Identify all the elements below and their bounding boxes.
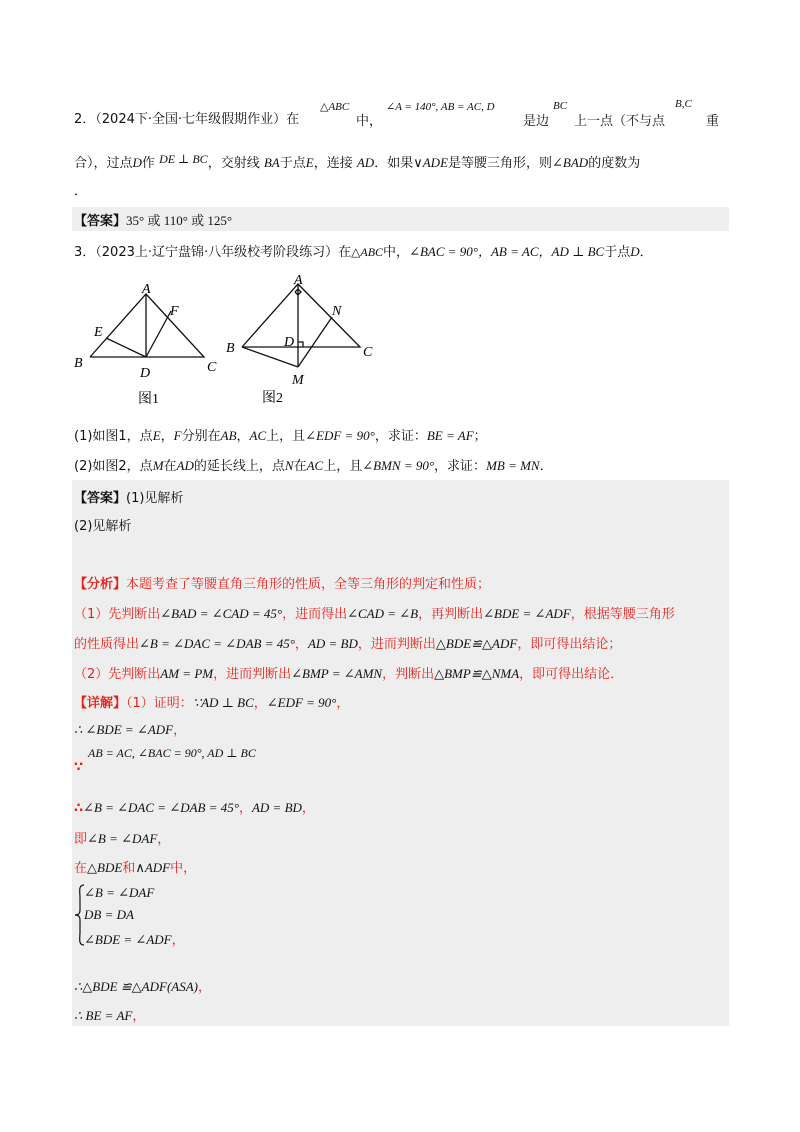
system-eq3: ∠BDE = ∠ADF，	[84, 932, 185, 948]
fig1-label-e: E	[94, 325, 103, 340]
q3-answer-line2: (2)见解析	[74, 519, 132, 534]
detail-line3: AB = AC, ∠BAC = 90°, AD ⊥ BC	[88, 746, 256, 760]
q2-line1	[74, 108, 299, 127]
q2-triangle: △ABC	[320, 101, 350, 113]
detail-line7: ∴△BDE ≌△ADF(ASA)，	[74, 979, 212, 995]
detail-line5: 即∠B = ∠DAF，	[74, 831, 171, 847]
fig2-label-m: M	[292, 373, 304, 388]
q2-source: （2024下·全国·七年级假期作业）在	[95, 112, 300, 127]
q2-zhong: 中，	[356, 114, 383, 129]
fig2-label-c: C	[363, 345, 373, 360]
fig2-right-angle-d	[298, 342, 303, 347]
q3-line1: 3．（2023上·辽宁盘锦·八年级校考阶段练习）在△ABC中，∠BAC = 90°，AB = AC，AD ⊥ BC于点D．	[74, 244, 653, 260]
fig2-label-d: D	[284, 335, 295, 350]
q2-zhongfu: 重	[706, 114, 720, 129]
system-eq2: DB = DA	[84, 907, 134, 922]
fig2-label-b: B	[226, 341, 235, 356]
q2-condition: ∠A = 140°, AB = AC, D	[386, 101, 495, 113]
q3-part2: (2)如图2，点M在AD的延长线上，点N在AC上，且∠BMN = 90°，求证：MB = MN．	[74, 458, 553, 474]
fig2-label-n: N	[332, 304, 342, 319]
fig1-label-b: B	[74, 356, 83, 371]
q2-bc: BC	[553, 100, 568, 112]
figure-2	[222, 270, 392, 410]
fig1-label-f: F	[170, 304, 179, 319]
figure-1	[70, 280, 230, 420]
fig2-caption: 图2	[262, 391, 283, 406]
q2-number: 2．	[74, 112, 96, 127]
q3-part1: (1)如图1，点E，F分别在AB，AC上，且∠EDF = 90°，求证：BE = AF；	[74, 428, 487, 444]
detail-because: ∵	[74, 760, 84, 775]
detail-line2: ∴ ∠BDE = ∠ADF，	[74, 722, 187, 738]
q2-answer-text: 35° 或 110° 或 125°	[126, 213, 233, 228]
q2-shi: 是边	[523, 114, 550, 129]
fig2-label-a: A	[294, 273, 303, 288]
q2-perp: DE ⊥ BC	[159, 152, 208, 166]
fig2-triangle	[242, 284, 360, 347]
detail-line1: 【详解】（1）证明：∵AD ⊥ BC，∠EDF = 90°，	[74, 695, 350, 711]
q2-line2: 合），过点D作 DE ⊥ BC，交射线 BA于点E，连接 AD．如果∨ADE是等腰三角形，则∠BAD的度数为	[74, 152, 641, 171]
fig1-triangle	[90, 294, 204, 357]
q3-answer-line1: 【答案】(1)见解析	[74, 491, 184, 506]
q2-ade: ∨ADE	[413, 155, 449, 170]
analysis-line3: （2）先判断出AM = PM，进而判断出∠BMP = ∠AMN，判断出△BMP≌△NMA，即可得出结论．	[74, 666, 624, 682]
fig1-df	[146, 311, 171, 357]
fig1-label-c: C	[207, 360, 217, 375]
q2-answer: 【答案】35° 或 110° 或 125°	[74, 213, 233, 229]
fig1-label-a: A	[142, 282, 151, 297]
fig1-caption: 图1	[138, 392, 159, 407]
analysis-line2: 的性质得出∠B = ∠DAC = ∠DAB = 45°，AD = BD，进而判断出△BDE≌△ADF，即可得出结论；	[74, 636, 622, 652]
detail-line6: 在△BDE和∧ADF中，	[74, 860, 197, 876]
analysis-intro: 【分析】本题考查了等腰直角三角形的性质，全等三角形的判定和性质；	[74, 577, 491, 592]
q2-shang: 上一点（不与点	[574, 114, 666, 129]
detail-line8: ∴ BE = AF，	[74, 1008, 146, 1024]
q2-period: ．	[74, 184, 88, 199]
system-eq1: ∠B = ∠DAF	[84, 885, 155, 900]
analysis-line1: （1）先判断出∠BAD = ∠CAD = 45°，进而得出∠CAD = ∠B，再判断出∠BDE = ∠ADF，根据等腰三角形	[74, 606, 675, 622]
fig2-bm	[242, 347, 298, 367]
detail-line4: ∴∠B = ∠DAC = ∠DAB = 45°，AD = BD，	[74, 800, 315, 816]
fig1-label-d: D	[140, 366, 151, 381]
fig1-de	[106, 338, 146, 357]
q2-bc-points: B,C	[675, 98, 692, 110]
